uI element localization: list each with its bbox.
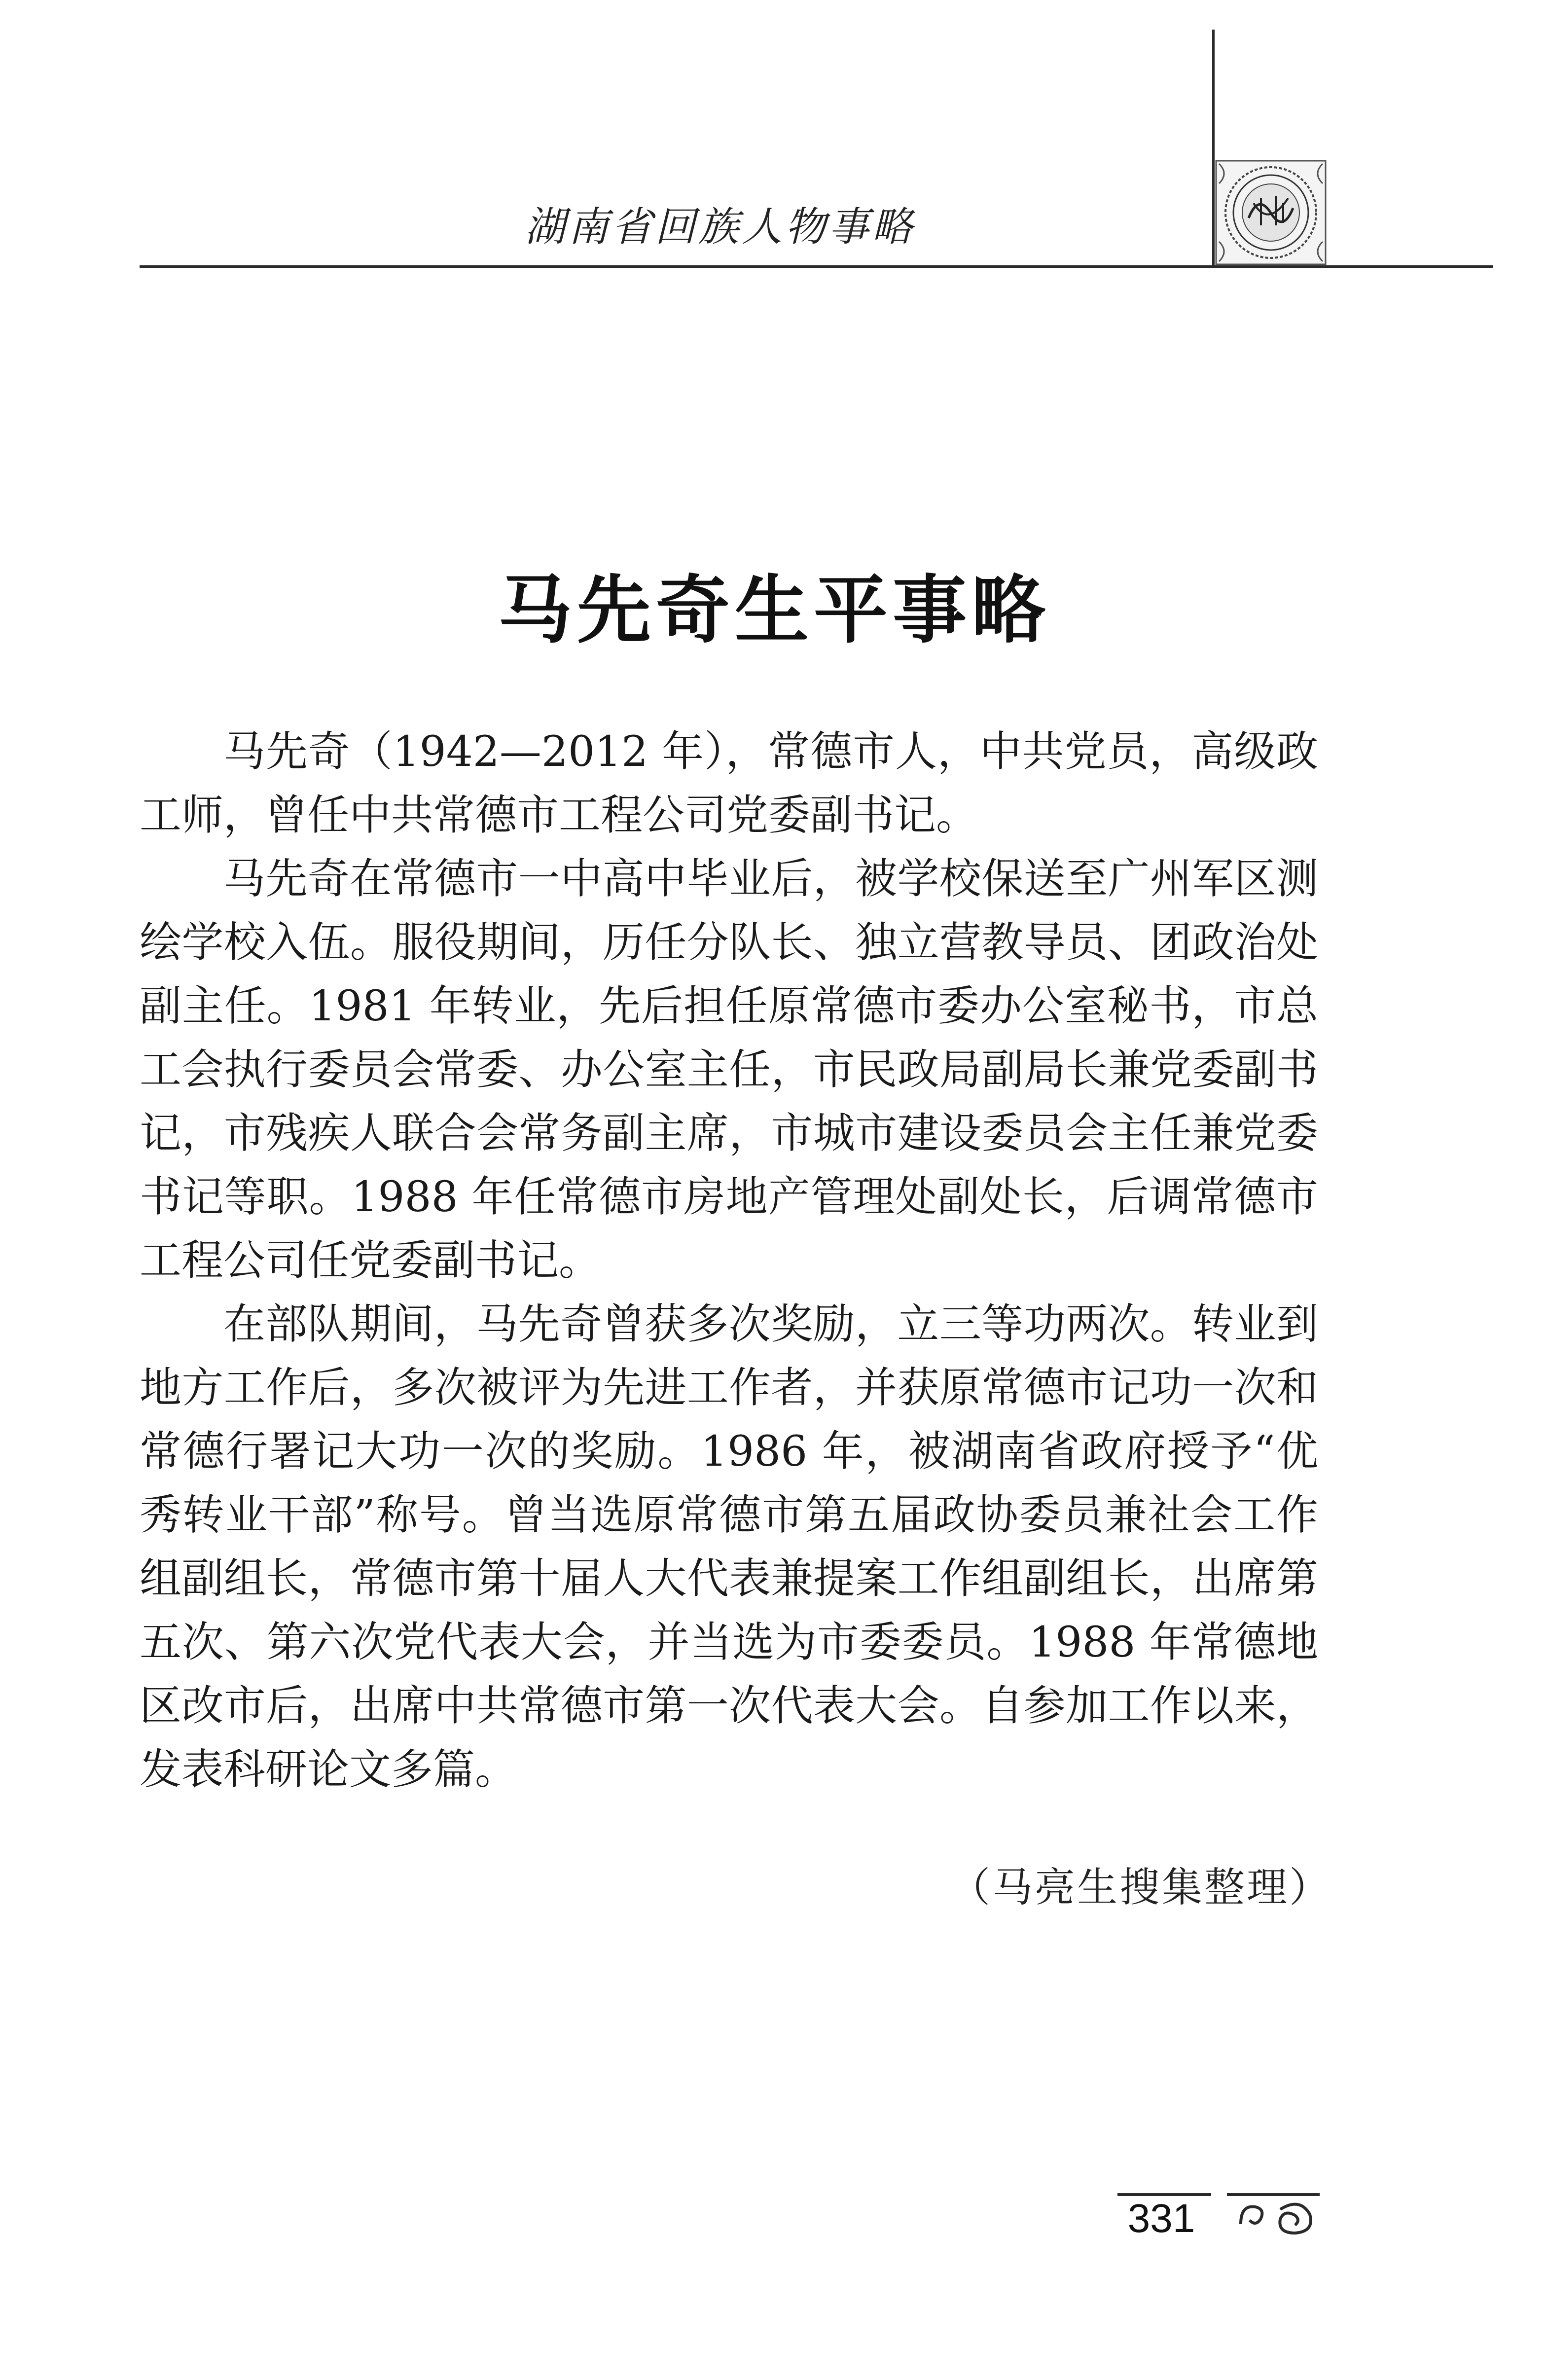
article-title: 马先奇生平事略 xyxy=(498,566,1050,653)
paragraph-1: 马先奇（1942—2012 年），常德市人，中共党员，高级政工师，曾任中共常德市工程公司党委副书记。 xyxy=(140,727,1318,840)
article-body xyxy=(140,720,1318,1802)
compiler-credit: （马亮生搜集整理） xyxy=(949,1864,1331,1911)
scroll-swirl-icon xyxy=(1226,2190,1325,2239)
page-number: 331 xyxy=(1127,2196,1195,2241)
running-head-title: 湖南省回族人物事略 xyxy=(525,204,915,251)
header-rule xyxy=(140,265,1493,268)
paragraph-2: 马先奇在常德市一中高中毕业后，被学校保送至广州军区测绘学校入伍。服役期间，历任分队长、独立营教导员、团政治处副主任。1981 年转业，先后担任原常德市委办公室秘书，市总工会执行委员会常委、办公室主任，市民政局副局长兼党委副书记，市残疾人联合会常务副主席，市城市建设委员会主任兼党委书记等职。1988 年任常德市房地产管理处副处长，后调常德市工程公司任党委副书记。 xyxy=(140,855,1318,1285)
paragraph-3: 在部队期间，马先奇曾获多次奖励，立三等功两次。转业到地方工作后，多次被评为先进工作者，并获原常德市记功一次和常德行署记大功一次的奖励。1986 年，被湖南省政府授予“优秀转业干部”称号。曾当选原常德市第五届政协委员兼社会工作组副组长，常德市第十届人大代表兼提案工作组副组长，出席第五次、第六次党代表大会，并当选为市委委员。1988 年常德地区改市后，出席中共常德市第一次代表大会。自参加工作以来，发表科研论文多篇。 xyxy=(140,1300,1318,1794)
islamic-calligraphy-medallion-icon xyxy=(1214,159,1328,266)
